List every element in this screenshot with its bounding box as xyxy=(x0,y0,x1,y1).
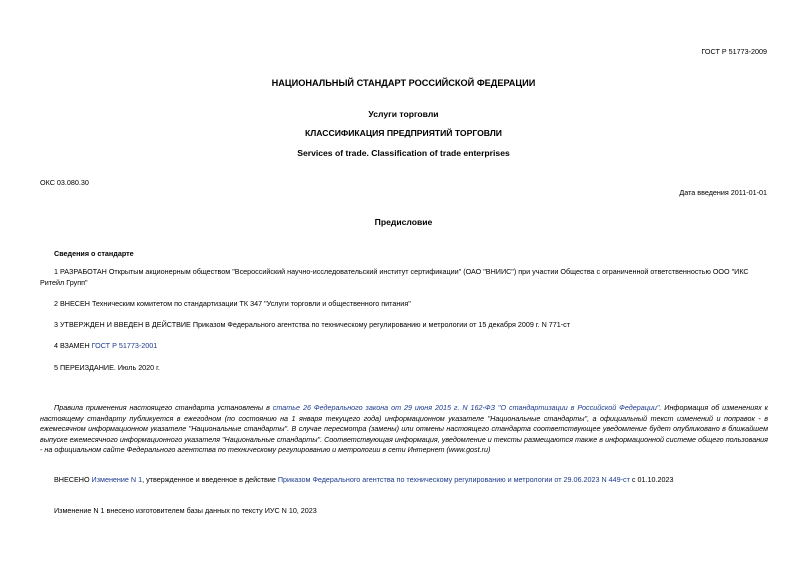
rules-text-start: Правила применения настоящего стандарта установлены в xyxy=(54,403,273,412)
english-title: Services of trade. Classification of trade enterprises xyxy=(297,148,510,158)
classification-title: КЛАССИФИКАЦИЯ ПРЕДПРИЯТИЙ ТОРГОВЛИ xyxy=(305,128,502,138)
services-title: Услуги торговли xyxy=(368,109,439,119)
preface-heading: Предисловие xyxy=(374,217,433,227)
amendment-prefix: ВНЕСЕНО xyxy=(54,475,92,484)
reissue-paragraph: 5 ПЕРЕИЗДАНИЕ. Июль 2020 г. xyxy=(54,363,160,372)
submitted-by-paragraph: 2 ВНЕСЕН Техническим комитетом по стандартизации ТК 347 "Услуги торговли и общественного питания" xyxy=(54,299,411,308)
amendment-suffix: с 01.10.2023 xyxy=(629,475,674,484)
rules-text-end: . Информация об изменениях к настоящему стандарту публикуется в ежегодном (по состоянию на 1 января текущего года) информационном указателе "Национальные стандарты", а официальный текст изменений и поправок - в ежемесячном информационном указателе "Национальные стандарты". В случае пересмотра (замены) или отмены настоящего стандарта соответствующее уведомление будет опубликовано в ближайшем выпуске ежемесячного информационного указателя "Национальные стандарты". Соответствующая информация, уведомление и тексты размещаются также в информационной системе общего пользования - на официальном сайте Федерального агентства по техническому регулированию и метрологии в сети Интернет (www.gost.ru) xyxy=(40,403,768,454)
amendment-link[interactable]: Изменение N 1 xyxy=(91,475,143,484)
amendment-middle: , утвержденное и введенное в действие xyxy=(142,475,278,484)
replaced-standard-link[interactable]: ГОСТ Р 51773-2001 xyxy=(91,341,158,350)
amendment-paragraph xyxy=(40,475,768,486)
national-standard-title: НАЦИОНАЛЬНЫЙ СТАНДАРТ РОССИЙСКОЙ ФЕДЕРАЦИИ xyxy=(271,78,536,88)
approved-paragraph: 3 УТВЕРЖДЕН И ВВЕДЕН В ДЕЙСТВИЕ Приказом Федерального агентства по техническому регулированию и метрологии от 15 декабря 2009 г. N 771-ст xyxy=(54,320,571,329)
introduction-date: Дата введения 2011-01-01 xyxy=(679,188,767,197)
amendment-note: Изменение N 1 внесено изготовителем базы данных по тексту ИУС N 10, 2023 xyxy=(54,506,317,515)
order-link[interactable]: Приказом Федерального агентства по техническому регулированию и метрологии от 29.06.2023 N 449-ст xyxy=(277,475,630,484)
replaces-paragraph xyxy=(40,341,768,352)
standard-info-heading: Сведения о стандарте xyxy=(54,249,134,258)
developed-by-paragraph: 1 РАЗРАБОТАН Открытым акционерным обществом "Всероссийский научно-исследовательский институт сертификации" (ОАО "ВНИИС") при участии Общества с ограниченной ответственностью ООО "ИКС Ритейл Групп" xyxy=(40,267,749,287)
federal-law-link[interactable]: статье 26 Федерального закона от 29 июня 2015 г. N 162-ФЗ "О стандартизации в Российской Федерации" xyxy=(272,403,660,412)
oks-code: ОКС 03.080.30 xyxy=(40,178,89,187)
document-number: ГОСТ Р 51773-2009 xyxy=(701,47,767,56)
application-rules-paragraph xyxy=(40,403,768,456)
replaces-label: 4 ВЗАМЕН xyxy=(54,341,92,350)
